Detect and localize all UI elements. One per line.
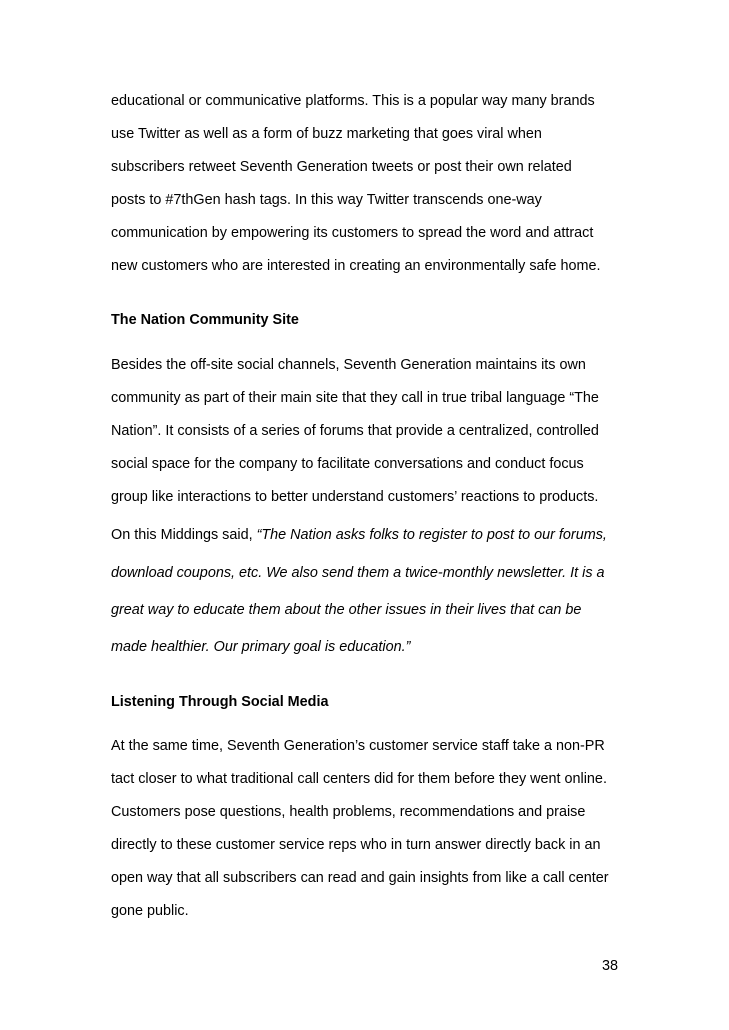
quote-line: download coupons, etc. We also send them a twice-monthly newsletter. It is a	[111, 565, 605, 581]
text-line: Customers pose questions, health problems, recommendations and praise	[111, 804, 586, 820]
text-line: new customers who are interested in creating an environmentally safe home.	[111, 258, 601, 274]
text-line: community as part of their main site that they call in true tribal language “The	[111, 390, 599, 406]
quote-text: “The Nation asks folks to register to post to our forums,	[256, 527, 607, 543]
text-line: open way that all subscribers can read and gain insights from like a call center	[111, 870, 609, 886]
text-line: communication by empowering its customers to spread the word and attract	[111, 225, 594, 241]
section-heading-nation-community: The Nation Community Site	[111, 312, 299, 328]
text-line: use Twitter as well as a form of buzz marketing that goes viral when	[111, 126, 542, 142]
quote-intro: On this Middings said,	[111, 527, 257, 543]
text-line: directly to these customer service reps who in turn answer directly back in an	[111, 837, 601, 853]
text-line: group like interactions to better understand customers’ reactions to products.	[111, 489, 599, 505]
quote-line: great way to educate them about the other issues in their lives that can be	[111, 602, 582, 618]
text-line: social space for the company to facilitate conversations and conduct focus	[111, 456, 584, 472]
text-line: Nation”. It consists of a series of forums that provide a centralized, controlled	[111, 423, 599, 439]
section-heading-listening: Listening Through Social Media	[111, 694, 329, 710]
text-line: gone public.	[111, 903, 189, 919]
page-number: 38	[602, 958, 619, 974]
text-line	[111, 526, 607, 544]
text-line: At the same time, Seventh Generation’s customer service staff take a non-PR	[111, 738, 605, 754]
text-line: educational or communicative platforms. This is a popular way many brands	[111, 93, 595, 109]
quote-line: made healthier. Our primary goal is education.”	[111, 639, 411, 655]
text-line: tact closer to what traditional call centers did for them before they went online.	[111, 771, 607, 787]
text-line: subscribers retweet Seventh Generation tweets or post their own related	[111, 159, 572, 175]
text-line: posts to #7thGen hash tags. In this way Twitter transcends one-way	[111, 192, 542, 208]
text-line: Besides the off-site social channels, Seventh Generation maintains its own	[111, 357, 586, 373]
